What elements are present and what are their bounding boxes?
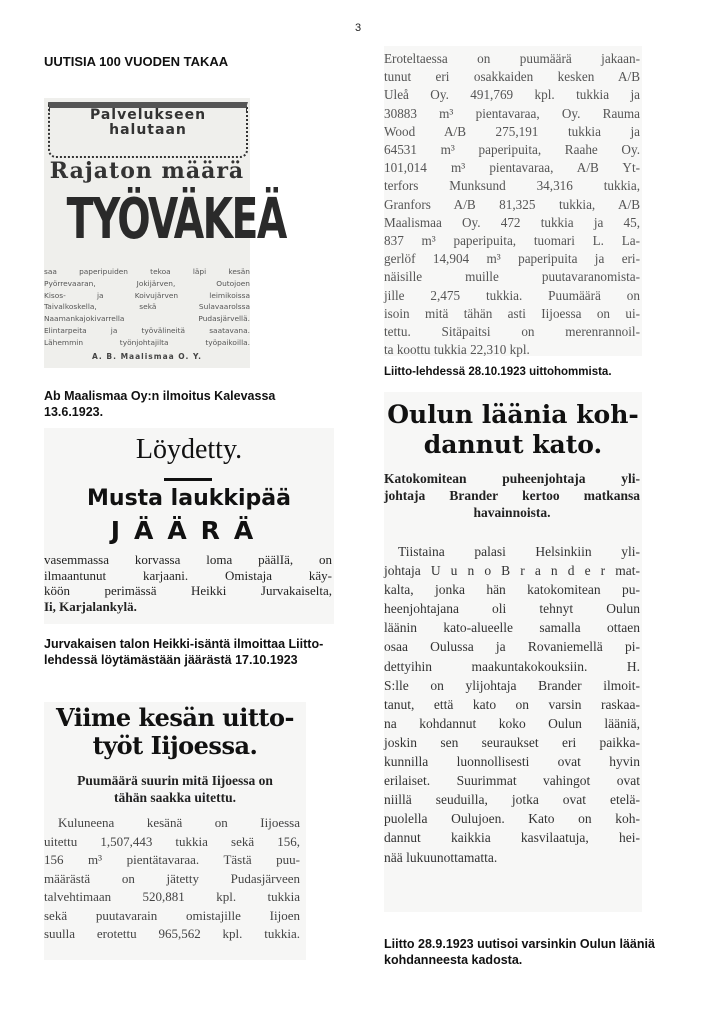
body-line: puolella Oulujoen. Kato on koh- [384, 811, 640, 827]
clipping-kato [384, 392, 642, 912]
clipping-subtitle [384, 470, 640, 521]
clipping-subtitle [44, 772, 306, 806]
page-number: 3 [355, 22, 362, 34]
body-line: Eroteltaessa on puumäärä jakaan- [384, 51, 640, 66]
body-line: nää lukuunottamatta. [384, 849, 498, 865]
body-line: ilmaantunut karjaani. Omistaja käy- [44, 567, 332, 583]
body-line: Granfors A/B 81,325 tukkia, A/B [384, 196, 640, 212]
body-line: köön perimässä Heikki Jurvakaiselta, [44, 583, 332, 598]
body-line: 64531 m³ paperipuita, Raahe Oy. [384, 142, 640, 158]
body-line: 156 m³ pientätavaraa. Tästä puu- [44, 852, 300, 867]
body-line: talvehtimaan 520,881 kpl. tukkia [44, 889, 300, 904]
clipping-line3: JÄÄRÄ [110, 516, 268, 545]
subtitle-line: Katokomitean puheenjohtaja yli- [384, 471, 640, 486]
ad-body-line: saa paperipuiden tekoa läpi kesän [44, 267, 250, 276]
body-line: tunut eri osakkaiden kesken A/B [384, 69, 640, 85]
clipping-body [384, 542, 640, 867]
body-line: joskin sen seuraukset eri paikka- [384, 734, 640, 750]
ad-subtitle: Rajaton määrä [49, 158, 245, 184]
ad-body-line: Lähemmin työnjohtajilta työpaikoilla. [44, 337, 250, 347]
body-line: 30883 m³ pientavaraa, Oy. Rauma [384, 105, 640, 121]
clipping-body [384, 50, 640, 359]
page-heading: UUTISIA 100 VUODEN TAKAA [44, 54, 229, 69]
caption-maalismaa: Ab Maalismaa Oy:n ilmoitus Kalevassa 13.6.1923. [44, 389, 276, 419]
body-line: Wood A/B 275,191 tukkia ja [384, 123, 640, 139]
body-line: kalta, jonka hän katokomitean pu- [384, 582, 640, 598]
body-line: terfors Munksund 34,316 tukkia, [384, 178, 640, 194]
title-rule [164, 478, 212, 481]
body-line: Kuluneena kesänä on Iijoessa [58, 815, 300, 830]
clipping-line2: Musta laukkipää [87, 486, 291, 511]
ad-body-line: Kisos- ja Koivujärven leimikoissa [44, 290, 250, 300]
body-line: Maalismaa Oy. 472 tukkia ja 45, [384, 214, 640, 230]
ad-signature: A. B. Maalismaa O. Y. [91, 352, 203, 361]
body-line: uitettu 1,507,443 tukkia sekä 156, [44, 833, 300, 849]
body-line: vasemmassa korvassa loma päälIä, on [44, 552, 332, 567]
body-line: na kohdannut koko Oulun lääniä, [384, 715, 640, 731]
clipping-title: Löydetty. [135, 434, 243, 465]
body-line: erilaiset. Suurimmat vahingot ovat [384, 773, 640, 789]
clipping-body [44, 814, 300, 944]
clipping-maalismaa-ad [44, 98, 286, 368]
body-line: läänin kato-alueelle samalla ottaen [384, 620, 640, 636]
caption-jaara: Jurvakaisen talon Heikki-isäntä ilmoittaa Liitto-lehdessä löytämästään jäärästä 17.10.1923 [44, 637, 324, 667]
body-line: määrästä on jätetty Pudasjärveen [44, 870, 300, 886]
ad-body [44, 266, 250, 349]
body-line: jille 2,475 tukkia. Puumäärä on [384, 287, 640, 303]
body-line: dettyihin maakuntakokouksiin. H. [384, 658, 640, 674]
body-line: niillä seuduilla, jotka ovat etelä- [384, 792, 640, 808]
body-line: gerlöf 14,904 m³ paperipuita ja eri- [384, 251, 640, 267]
subtitle-line: havainnoista. [473, 505, 551, 520]
body-line: ta koottu tukkia 22,310 kpl. [384, 342, 530, 358]
ad-headline: TYÖVÄKEÄ [66, 187, 286, 252]
body-line: dannut kaikkia kasvilaatuja, hei- [384, 830, 640, 846]
body-line: isoin mitä tähän asti Iijoessa on ui- [384, 305, 640, 321]
ad-banner [48, 102, 248, 158]
title-line: Oulun läänia koh- [387, 400, 639, 429]
body-line: tettu. Sitäpaitsi on merenrannoil- [384, 324, 640, 340]
body-line: Ii, Karjalankylä. [44, 598, 137, 614]
body-line: tanut, että kato on varsin raskaa- [384, 696, 640, 712]
clipping-body [44, 552, 332, 614]
clipping-uitto [44, 702, 306, 960]
body-line: osaa Oulussa ja Rovaniemellä pi- [384, 639, 640, 655]
body-line: 101,014 m³ pientavaraa, A/B Yt- [384, 160, 640, 176]
body-line: sekä puutavarain omistajille Iijoen [44, 907, 300, 923]
clipping-title [44, 704, 306, 760]
title-line: Viime kesän uitto- [56, 703, 294, 732]
title-line: työt Iijoessa. [92, 731, 258, 760]
banner-line: halutaan [109, 122, 187, 138]
caption-uitto: Liitto-lehdessä 28.10.1923 uittohommista. [384, 366, 612, 378]
body-line: heenjohtajana oli tehnyt Oulun [384, 601, 640, 617]
body-line: suulla erotettu 965,562 kpl. tukkia. [44, 926, 300, 941]
clipping-jaara [44, 428, 334, 624]
ad-body-line: Elintarpeita ja työvälineitä saatavana. [44, 325, 250, 335]
subtitle-line: johtaja Brander kertoo matkansa [384, 488, 640, 503]
body-line: S:lle on ylijohtaja Brander ilmoit- [384, 677, 640, 693]
clipping-title [384, 400, 642, 460]
ad-body-line: Pyörrevaaran, Jokijärven, Outojoen [44, 278, 250, 288]
body-line: 837 m³ paperipuita, tuomari L. La- [384, 233, 640, 249]
body-line: Tiistaina palasi Helsinkiin yli- [398, 544, 640, 559]
title-line: dannut kato. [423, 430, 603, 459]
clipping-uitto-continued [384, 46, 642, 356]
body-line: kunnilla luonnollisesti ovat hyvin [384, 754, 640, 770]
ad-body-line: Naamankajokivarrella Pudasjärvellä. [44, 314, 250, 324]
body-line: johtaja U u n o B r a n d e r mat- [384, 563, 640, 579]
subtitle-line: Puumäärä suurin mitä Iijoessa on [77, 773, 273, 788]
subtitle-line: tähän saakka uitettu. [114, 790, 236, 805]
body-line: Uleå Oy. 491,769 kpl. tukkia ja [384, 87, 640, 103]
caption-kato: Liitto 28.9.1923 uutisoi varsinkin Oulun lääniä kohdanneesta kadosta. [384, 937, 655, 967]
ad-body-line: Taivalkoskella, sekä Sulavaarolssa [44, 302, 250, 312]
body-line: näisille muille puutavaranomista- [384, 269, 640, 285]
banner-line: Palvelukseen [89, 107, 207, 123]
